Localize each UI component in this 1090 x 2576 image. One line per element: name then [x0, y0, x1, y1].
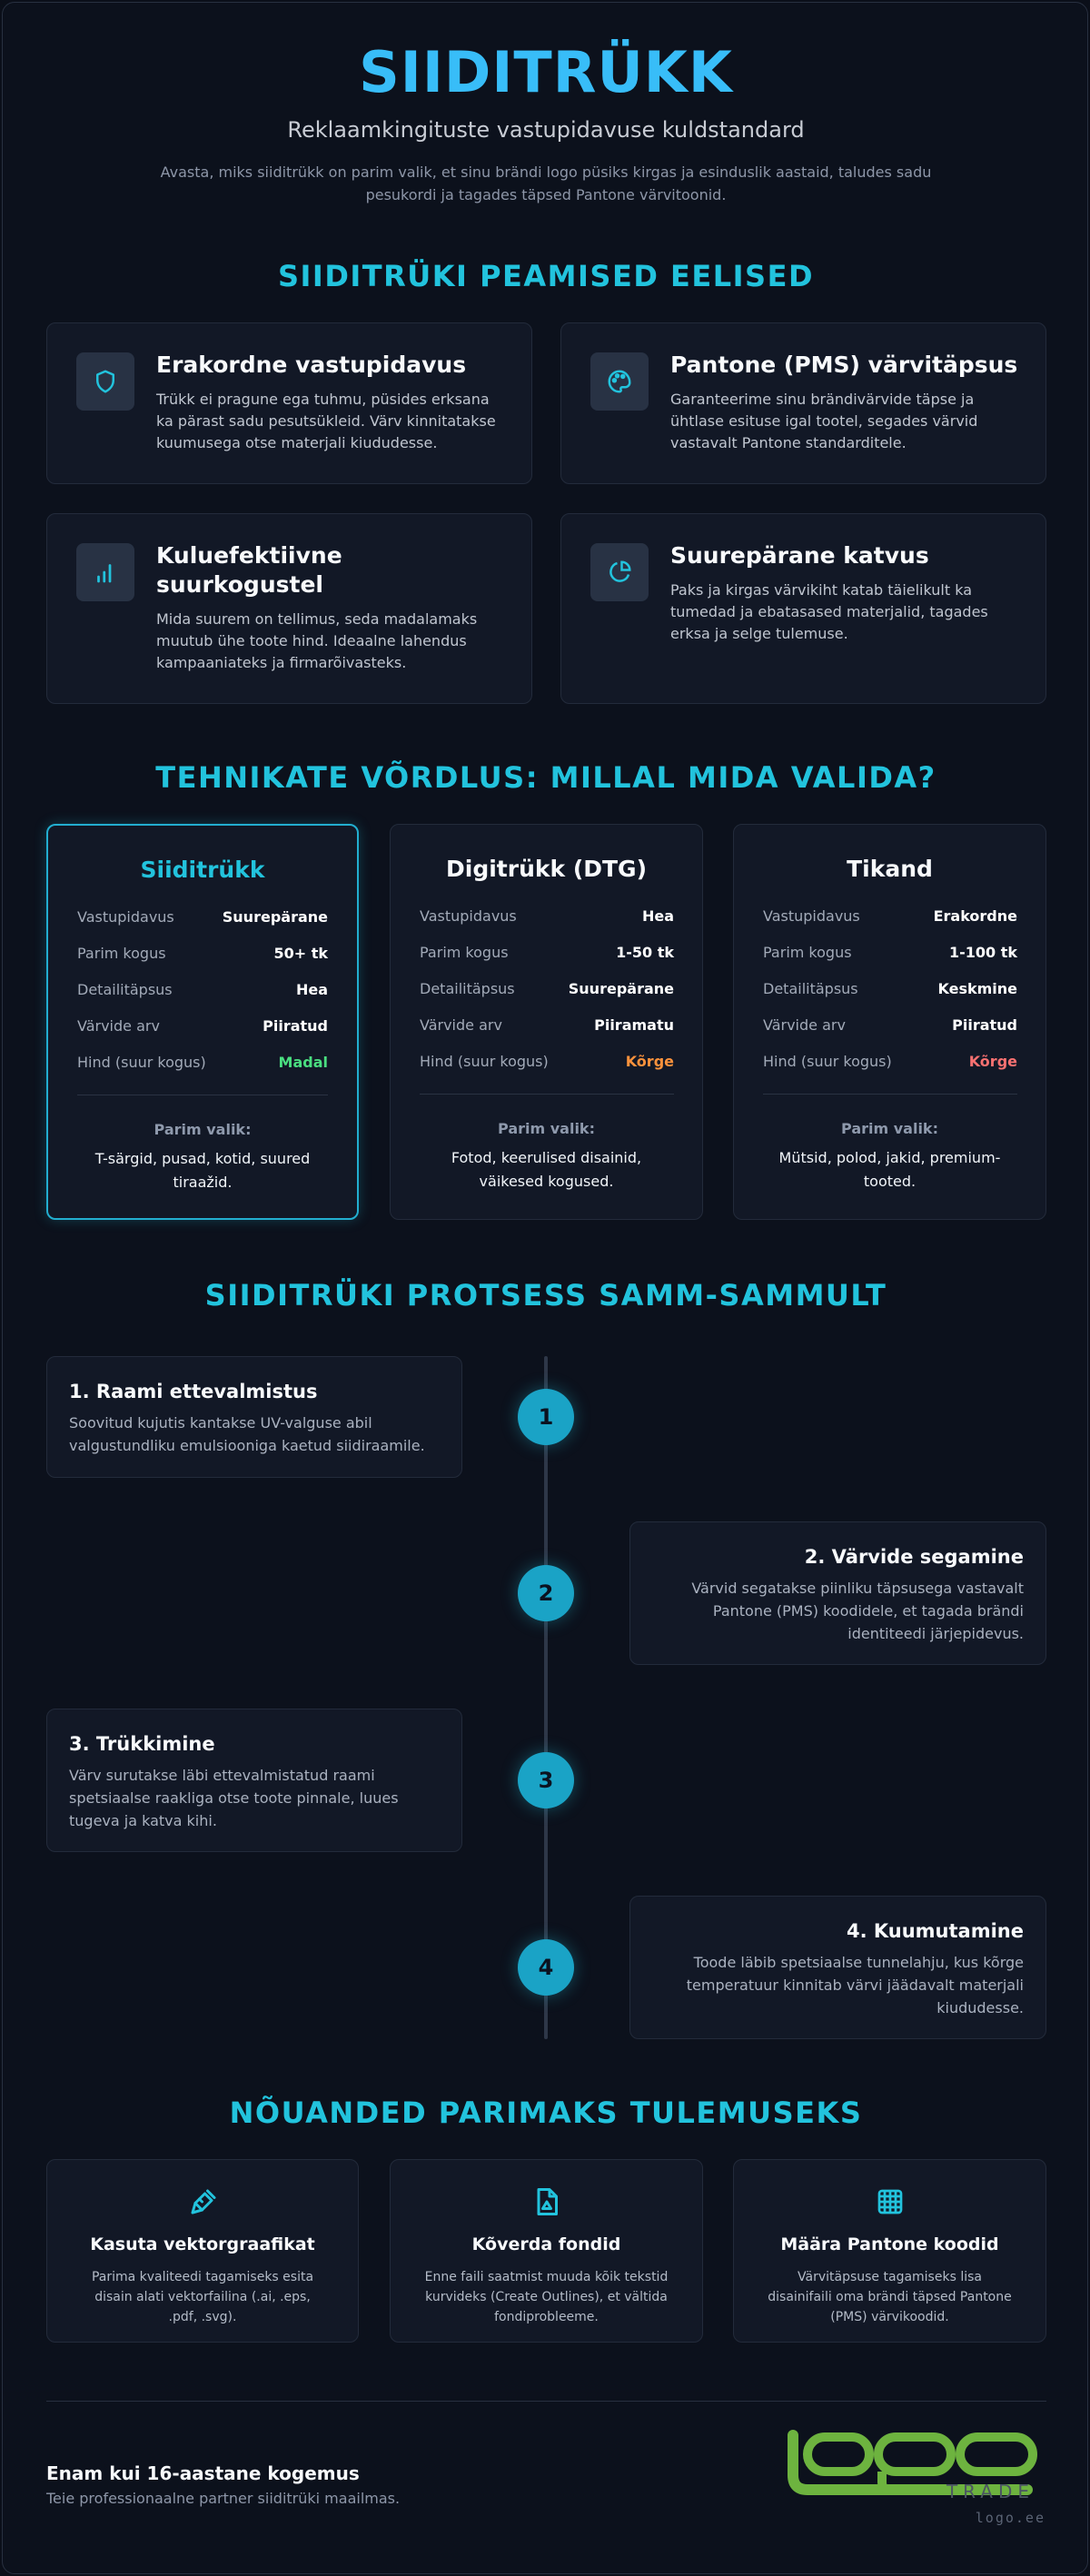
logo-mark: [784, 2430, 1047, 2521]
row-value: Suurepärane: [568, 979, 674, 997]
tip-card: [46, 2159, 359, 2343]
table-row: [763, 897, 1017, 934]
row-label: Parim kogus: [77, 944, 166, 962]
row-value: 1-100 tk: [948, 943, 1017, 961]
row-value: Hea: [641, 907, 674, 925]
best-choice-label: Parim valik:: [154, 1121, 252, 1138]
page-title: SIIDITRÜKK: [359, 39, 733, 105]
row-value: Piiramatu: [594, 1016, 674, 1034]
step-title: 3. Trükkimine: [69, 1733, 215, 1755]
footer-domain: logo.ee: [975, 2510, 1045, 2526]
row-value: Piiratud: [263, 1016, 328, 1035]
benefit-card: [46, 513, 532, 704]
process-step-card: [629, 1896, 1046, 2039]
page-subtitle: Reklaamkingituste vastupidavuse kuldstandard: [287, 117, 805, 143]
row-value: Keskmine: [937, 979, 1017, 997]
benefits-section-title: SIIDITRÜKI PEAMISED EELISED: [277, 259, 815, 293]
benefit-title: Suurepärane katvus: [670, 542, 929, 569]
technique-card-tikand: [733, 824, 1046, 1220]
technique-card-siiditrukk: [46, 824, 359, 1220]
step-text: Soovitud kujutis kantakse UV-valguse abil valgustundliku emulsiooniga kaetud siidiraamile.: [69, 1414, 425, 1454]
step-title: 1. Raami ettevalmistus: [69, 1381, 318, 1402]
table-row: [420, 934, 674, 970]
table-row: [420, 970, 674, 1006]
grid-icon: [874, 2185, 907, 2218]
table-row: [77, 971, 328, 1007]
row-value: Madal: [278, 1053, 328, 1071]
process-step-card: [629, 1521, 1046, 1665]
benefit-text: Garanteerime sinu brändivärvide täpse ja ühtlase esituse igal tootel, segades värvid vastavalt Pantone standarditele.: [670, 391, 978, 451]
row-label: Parim kogus: [420, 943, 509, 961]
row-value: 50+ tk: [273, 944, 328, 962]
benefit-text: Paks ja kirgas värvikiht katab täielikult ka tumedad ja ebatasased materjalid, tagades erksa ja selge tulemuse.: [670, 581, 988, 642]
footer-headline: Enam kui 16-aastane kogemus: [46, 2462, 360, 2484]
palette-icon: [590, 352, 649, 411]
benefit-text: Mida suurem on tellimus, seda madalamaks muutub ühe toote hind. Ideaalne lahendus kampaaniateks ja firmarõivasteks.: [156, 610, 478, 671]
tip-text: Enne faili saatmist muuda kõik tekstid kurvideks (Create Outlines), et vältida fondiprobleeme.: [424, 2270, 669, 2324]
step-number-badge: 2: [518, 1565, 574, 1621]
best-choice-text: T-särgid, pusad, kotid, suured tiraažid.: [94, 1150, 311, 1191]
table-row: [420, 1043, 674, 1079]
tip-title: Kõverda fondid: [471, 2234, 621, 2254]
divider: [420, 1094, 674, 1095]
bar-chart-icon: [76, 543, 134, 601]
step-text: Värv surutakse läbi ettevalmistatud raami spetsiaalse raakliga otse toote pinnale, luues tugeva ja katva kihi.: [69, 1767, 399, 1829]
table-row: [763, 1006, 1017, 1043]
row-label: Hind (suur kogus): [77, 1053, 206, 1071]
step-text: Toode läbib spetsiaalse tunnelahju, kus kõrge temperatuur kinnitab värvi jäädavalt materjali kiududesse.: [686, 1954, 1024, 2016]
technique-card-dtg: [390, 824, 703, 1220]
timeline-line: [544, 1356, 548, 2039]
tip-text: Värvitäpsuse tagamiseks lisa disainifaili oma brändi täpsed Pantone (PMS) värvikoodid.: [768, 2270, 1012, 2324]
row-label: Detailitäpsus: [77, 980, 173, 998]
row-value: Piiratud: [952, 1016, 1017, 1034]
step-number-badge: 3: [518, 1752, 574, 1808]
technique-name: Tikand: [847, 856, 933, 882]
row-label: Hind (suur kogus): [763, 1052, 892, 1070]
footer-subline: Teie professionaalne partner siiditrüki maailmas.: [46, 2490, 401, 2507]
table-row: [420, 897, 674, 934]
comparison-section-title: TEHNIKATE VÕRDLUS: MILLAL MIDA VALIDA?: [155, 760, 936, 795]
best-choice-text: Mütsid, polod, jakid, premium-tooted.: [778, 1149, 1001, 1190]
step-number-badge: 4: [518, 1939, 574, 1996]
infographic-page: [2, 2, 1088, 2574]
technique-table: [77, 898, 328, 1080]
best-choice-label: Parim valik:: [841, 1120, 938, 1137]
benefit-title: Pantone (PMS) värvitäpsus: [670, 352, 1018, 378]
step-number-badge: 1: [518, 1389, 574, 1445]
row-label: Detailitäpsus: [420, 979, 515, 997]
shield-icon: [76, 352, 134, 411]
table-row: [77, 1007, 328, 1044]
row-label: Vastupidavus: [420, 907, 517, 925]
process-section-title: SIIDITRÜKI PROTSESS SAMM-SAMMULT: [204, 1278, 887, 1313]
process-step-card: [46, 1356, 462, 1478]
pie-chart-icon: [590, 543, 649, 601]
tip-card: [733, 2159, 1046, 2343]
technique-name: Digitrükk (DTG): [446, 856, 647, 882]
step-text: Värvid segatakse piinliku täpsusega vastavalt Pantone (PMS) koodidele, et tagada brändi identiteedi järjepidevus.: [691, 1580, 1024, 1642]
technique-name: Siiditrükk: [140, 857, 265, 883]
row-value: Kõrge: [625, 1052, 674, 1070]
table-row: [77, 898, 328, 935]
divider: [763, 1094, 1017, 1095]
table-row: [763, 934, 1017, 970]
tip-text: Parima kvaliteedi tagamiseks esita disain alati vektorfailina (.ai, .eps, .pdf, .svg).: [91, 2270, 314, 2324]
table-row: [763, 1043, 1017, 1079]
tip-card: [390, 2159, 703, 2343]
pen-tool-icon: [187, 2185, 220, 2218]
intro-text: Avasta, miks siiditrükk on parim valik, et sinu brändi logo püsiks kirgas ja esinduslik aastaid, taludes sadu pesukordi ja tagades täpsed Pantone värvitoonid.: [160, 163, 932, 203]
row-label: Hind (suur kogus): [420, 1052, 549, 1070]
technique-table: [420, 897, 674, 1079]
benefit-text: Trükk ei pragune ega tuhmu, püsides erksana ka pärast sadu pesutsükleid. Värv kinnitatakse kuumusega otse materjali kiududesse.: [156, 391, 496, 451]
table-row: [420, 1006, 674, 1043]
row-label: Parim kogus: [763, 943, 852, 961]
benefit-card: [560, 513, 1046, 704]
row-label: Detailitäpsus: [763, 979, 858, 997]
technique-table: [763, 897, 1017, 1079]
tip-title: Määra Pantone koodid: [780, 2234, 999, 2254]
row-label: Vastupidavus: [77, 907, 174, 926]
best-choice-text: Fotod, keerulised disainid, väikesed kogused.: [451, 1149, 642, 1190]
best-choice-label: Parim valik:: [498, 1120, 595, 1137]
row-value: Erakordne: [933, 907, 1017, 925]
row-label: Värvide arv: [77, 1016, 160, 1035]
file-icon: [530, 2185, 563, 2218]
row-label: Värvide arv: [763, 1016, 846, 1034]
table-row: [77, 935, 328, 971]
row-value: Suurepärane: [222, 907, 328, 926]
benefit-card: [46, 322, 532, 484]
table-row: [763, 970, 1017, 1006]
row-value: Kõrge: [968, 1052, 1017, 1070]
logo-subtext: TRADE: [946, 2481, 1035, 2502]
tips-section-title: NÕUANDED PARIMAKS TULEMUSEKS: [229, 2095, 863, 2130]
row-value: 1-50 tk: [616, 943, 674, 961]
brand-logo: [784, 2430, 1047, 2521]
benefit-title: Erakordne vastupidavus: [156, 352, 467, 378]
benefit-card: [560, 322, 1046, 484]
step-title: 2. Värvide segamine: [804, 1546, 1024, 1568]
step-title: 4. Kuumutamine: [846, 1920, 1024, 1942]
row-value: Hea: [295, 980, 328, 998]
tip-title: Kasuta vektorgraafikat: [90, 2234, 315, 2254]
footer-divider: [46, 2401, 1046, 2402]
benefit-title: Kuluefektiivne suurkogustel: [156, 542, 342, 598]
row-label: Vastupidavus: [763, 907, 860, 925]
process-step-card: [46, 1709, 462, 1852]
row-label: Värvide arv: [420, 1016, 502, 1034]
table-row: [77, 1044, 328, 1080]
